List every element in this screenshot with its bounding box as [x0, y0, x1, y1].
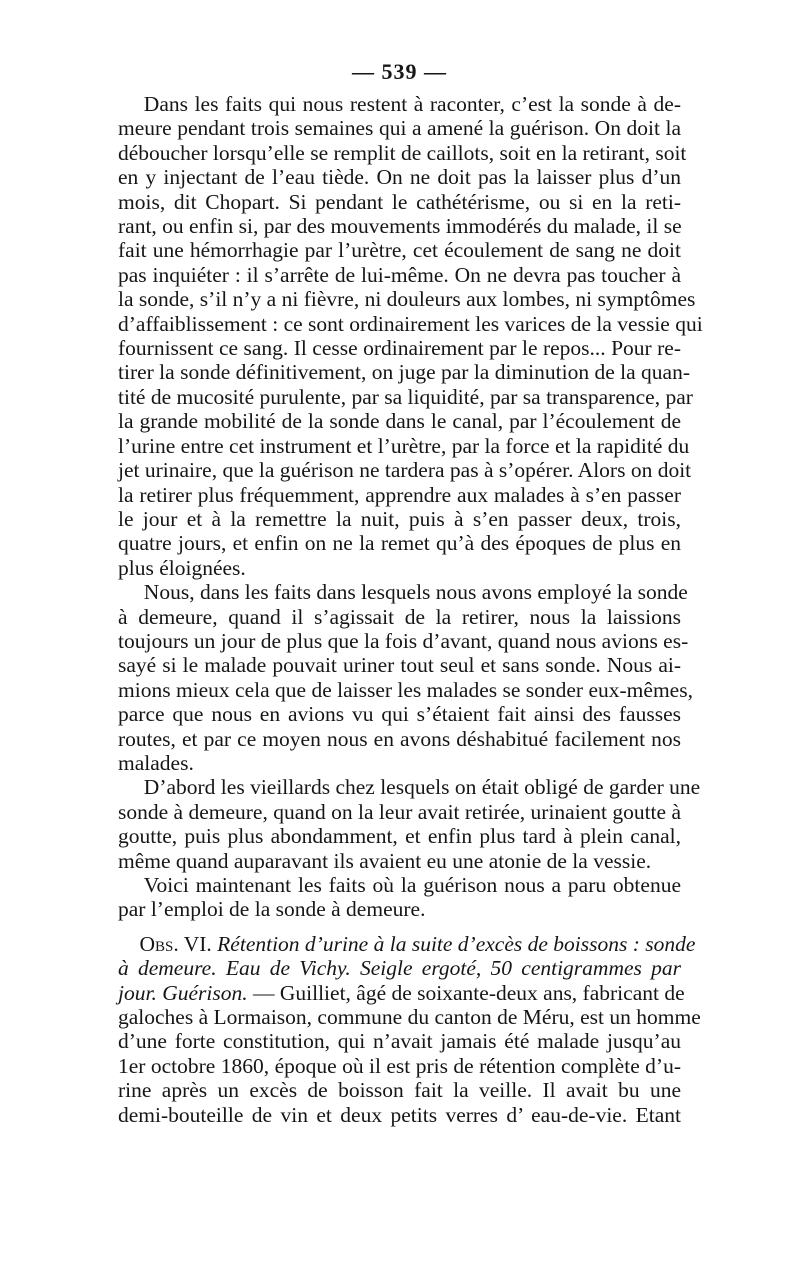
observation-text-line: rine après un excès de boisson fait la veille. Il avait bu une — [118, 1078, 681, 1103]
text-line: à demeure, quand il s’agissait de la retirer, nous la laissions — [118, 604, 681, 629]
observation-text-line: galoches à Lormaison, commune du canton de Méru, est un homme — [118, 1005, 701, 1030]
text-line: par l’emploi de la sonde à demeure. — [118, 897, 426, 922]
text-line: sonde à demeure, quand on la leur avait retirée, urinaient goutte à — [118, 799, 681, 824]
observation-title-part1: Rétention d’urine à la suite d’excès de boissons : sonde — [217, 931, 696, 956]
observation-paragraph — [118, 931, 701, 1127]
text-paragraph — [118, 775, 701, 873]
observation-text-line: 1er octobre 1860, époque où il est pris de rétention complète d’u- — [118, 1053, 681, 1078]
text-line: la retirer plus fréquemment, apprendre aux malades à s’en passer — [118, 482, 681, 507]
text-line: d’affaiblissement : ce sont ordinairement les varices de la vessie qui — [118, 311, 703, 336]
observation-text-line: d’une forte constitution, qui n’avait jamais été malade jusqu’au — [118, 1029, 681, 1054]
observation-title-part3: jour. Guérison. — [118, 980, 248, 1005]
page-number: — 539 — — [352, 59, 447, 84]
observation-line-3 — [118, 980, 685, 1005]
text-line: fournissent ce sang. Il cesse ordinairement par le repos... Pour re- — [118, 336, 681, 361]
text-line: sayé si le malade pouvait uriner tout seul et sans sonde. Nous ai- — [118, 653, 681, 678]
text-line: meure pendant trois semaines qui a amené la guérison. On doit la — [118, 116, 681, 141]
observation-title-part2: à demeure. Eau de Vichy. Seigle ergoté, 50 centigrammes par — [118, 956, 681, 981]
text-line: même quand auparavant ils avaient eu une atonie de la vessie. — [118, 848, 652, 873]
text-line: la grande mobilité de la sonde dans le canal, par l’écoulement de — [118, 409, 681, 434]
text-line: goutte, puis plus abondamment, et enfin plus tard à plein canal, — [118, 824, 681, 849]
text-line: jet urinaire, que la guérison ne tardera pas à s’opérer. Alors on doit — [118, 458, 692, 483]
text-line: routes, et par ce moyen nous en avons déshabitué facilement nos — [118, 726, 681, 751]
text-line: Voici maintenant les faits où la guérison nous a paru obtenue — [143, 873, 681, 897]
text-paragraph — [118, 873, 681, 922]
text-line: toujours un jour de plus que la fois d’avant, quand nous avions es- — [118, 628, 689, 653]
text-line: tité de mucosité purulente, par sa liquidité, par sa transparence, par — [118, 384, 693, 409]
text-line: malades. — [118, 750, 194, 775]
text-line: quatre jours, et enfin on ne la remet qu’à des époques de plus en — [118, 531, 681, 556]
body-text — [118, 92, 703, 922]
text-line: D’abord les vieillards chez lesquels on était obligé de garder une — [143, 775, 701, 800]
observation-line-3-text: — Guilliet, âgé de soixante-deux ans, fabricant de — [252, 980, 685, 1005]
text-line: pas inquiéter : il s’arrête de lui-même. On ne devra pas toucher à — [118, 262, 681, 287]
book-page — [118, 58, 703, 1127]
text-line: le jour et à la remettre la nuit, puis à s’en passer deux, trois, — [118, 506, 681, 531]
text-line: plus éloignées. — [118, 555, 246, 580]
text-line: déboucher lorsqu’elle se remplit de caillots, soit en la retirant, soit — [118, 140, 687, 165]
observation-label: Obs. VI. — [139, 931, 212, 956]
text-line: rant, ou enfin si, par des mouvements immodérés du malade, il se — [118, 214, 682, 239]
text-line: parce que nous en avions vu qui s’étaient fait ainsi des fausses — [118, 702, 681, 727]
text-paragraph — [118, 92, 703, 580]
observation-heading-line — [118, 931, 696, 956]
text-line: tirer la sonde définitivement, on juge par la diminution de la quan- — [118, 360, 690, 385]
text-line: mois, dit Chopart. Si pendant le cathétérisme, ou si en la reti- — [118, 189, 681, 214]
text-line: Nous, dans les faits dans lesquels nous avons employé la sonde — [143, 580, 688, 605]
text-paragraph — [118, 580, 693, 775]
text-line: mions mieux cela que de laisser les malades se sonder eux-mêmes, — [118, 677, 693, 702]
text-line: Dans les faits qui nous restent à raconter, c’est la sonde à de- — [143, 92, 681, 116]
text-line: la sonde, s’il n’y a ni fièvre, ni douleurs aux lombes, ni symptômes — [118, 287, 696, 312]
text-line: fait une hémorrhagie par l’urètre, cet écoulement de sang ne doit — [118, 238, 681, 263]
observation-text-line: demi-bouteille de vin et deux petits verres d’ eau-de-vie. Etant — [118, 1102, 681, 1127]
text-line: en y injectant de l’eau tiède. On ne doit pas la laisser plus d’un — [118, 165, 681, 190]
text-line: l’urine entre cet instrument et l’urètre, par la force et la rapidité du — [118, 433, 690, 458]
